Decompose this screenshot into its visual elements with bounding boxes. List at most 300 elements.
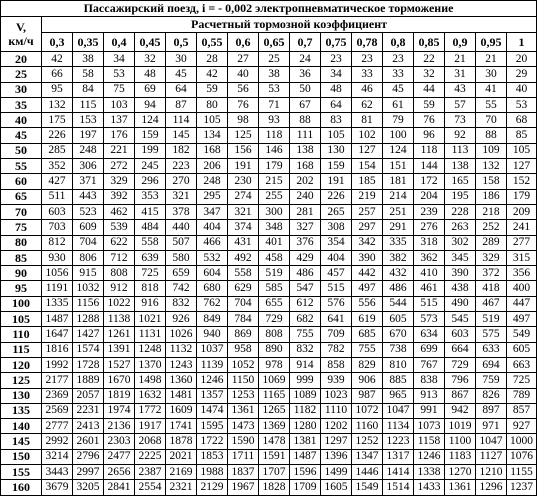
table-row (1, 419, 537, 434)
distance-cell: 40 (228, 67, 259, 82)
distance-cell: 1837 (228, 465, 259, 480)
distance-cell: 53 (507, 97, 537, 112)
distance-cell: 2569 (42, 403, 73, 418)
distance-cell: 1270 (445, 465, 476, 480)
table-row (1, 312, 537, 327)
distance-cell: 53 (259, 82, 290, 97)
distance-cell: 486 (383, 281, 414, 296)
distance-cell: 45 (383, 82, 414, 97)
distance-cell: 390 (445, 266, 476, 281)
distance-cell: 523 (73, 204, 104, 219)
distance-cell: 664 (445, 342, 476, 357)
distance-cell: 88 (290, 113, 321, 128)
distance-cell: 382 (383, 250, 414, 265)
distance-cell: 1549 (352, 480, 383, 495)
table-row (1, 342, 537, 357)
distance-cell: 145 (166, 128, 197, 143)
distance-cell: 2136 (104, 419, 135, 434)
distance-cell: 605 (383, 312, 414, 327)
distance-cell: 274 (228, 189, 259, 204)
table-row (1, 67, 537, 82)
speed-cell: 140 (1, 419, 42, 434)
distance-cell: 124 (383, 143, 414, 158)
distance-cell: 296 (135, 174, 166, 189)
distance-cell: 438 (445, 281, 476, 296)
distance-cell: 712 (104, 250, 135, 265)
distance-cell: 67 (290, 97, 321, 112)
distance-cell: 1816 (42, 342, 73, 357)
table-row (1, 465, 537, 480)
distance-cell: 1076 (507, 449, 537, 464)
distance-cell: 544 (383, 296, 414, 311)
distance-cell: 64 (166, 82, 197, 97)
distance-cell: 2231 (73, 403, 104, 418)
coefficient-group-header: Расчетный тормозной коэффициент (42, 17, 537, 33)
distance-cell: 1000 (507, 434, 537, 449)
speed-cell: 90 (1, 266, 42, 281)
distance-cell: 195 (445, 189, 476, 204)
distance-cell: 43 (445, 82, 476, 97)
distance-cell: 1280 (290, 419, 321, 434)
distance-cell: 179 (507, 189, 537, 204)
distance-cell: 1139 (197, 357, 228, 372)
table-row (1, 373, 537, 388)
distance-cell: 158 (476, 174, 507, 189)
distance-cell: 1297 (321, 434, 352, 449)
distance-cell: 659 (166, 266, 197, 281)
distance-cell: 1574 (73, 342, 104, 357)
coefficient-header-cell: 0,7 (290, 33, 321, 52)
distance-cell: 265 (321, 204, 352, 219)
distance-cell: 1253 (228, 388, 259, 403)
distance-cell: 371 (73, 174, 104, 189)
distance-cell: 897 (476, 403, 507, 418)
distance-cell: 759 (476, 373, 507, 388)
distance-cell: 348 (259, 220, 290, 235)
distance-cell: 92 (445, 128, 476, 143)
distance-cell: 1853 (197, 449, 228, 464)
distance-cell: 782 (321, 342, 352, 357)
distance-cell: 806 (73, 250, 104, 265)
coefficient-header-cell: 0,35 (73, 33, 104, 52)
distance-cell: 376 (290, 235, 321, 250)
distance-cell: 1246 (414, 449, 445, 464)
speed-cell: 105 (1, 312, 42, 327)
distance-cell: 639 (135, 250, 166, 265)
distance-cell: 105 (321, 128, 352, 143)
distance-cell: 404 (321, 250, 352, 265)
distance-cell: 1478 (259, 434, 290, 449)
distance-cell: 172 (414, 174, 445, 189)
distance-cell: 400 (507, 281, 537, 296)
distance-cell: 168 (290, 159, 321, 174)
distance-cell: 327 (290, 220, 321, 235)
distance-cell: 1481 (166, 388, 197, 403)
distance-cell: 1433 (414, 480, 445, 495)
distance-cell: 867 (445, 388, 476, 403)
table-row (1, 113, 537, 128)
distance-cell: 285 (42, 143, 73, 158)
distance-cell: 2068 (135, 434, 166, 449)
distance-cell: 30 (166, 52, 197, 67)
distance-cell: 248 (197, 174, 228, 189)
distance-cell: 57 (445, 97, 476, 112)
distance-cell: 354 (321, 235, 352, 250)
distance-cell: 156 (228, 143, 259, 158)
speed-cell: 20 (1, 52, 42, 67)
distance-cell: 1138 (104, 312, 135, 327)
distance-cell: 239 (414, 204, 445, 219)
distance-cell: 942 (445, 403, 476, 418)
distance-cell: 458 (259, 250, 290, 265)
distance-cell: 68 (507, 113, 537, 128)
distance-cell: 755 (352, 342, 383, 357)
distance-cell: 1056 (42, 266, 73, 281)
distance-cell: 199 (135, 143, 166, 158)
distance-cell: 372 (476, 266, 507, 281)
distance-cell: 44 (414, 82, 445, 97)
distance-cell: 1499 (321, 465, 352, 480)
distance-cell: 182 (166, 143, 197, 158)
distance-cell: 95 (42, 82, 73, 97)
distance-cell: 3214 (42, 449, 73, 464)
distance-cell: 109 (476, 143, 507, 158)
distance-cell: 663 (507, 357, 537, 372)
distance-cell: 2021 (166, 449, 197, 464)
distance-cell: 1595 (197, 419, 228, 434)
distance-cell: 318 (414, 235, 445, 250)
distance-cell: 3443 (42, 465, 73, 480)
table-row (1, 220, 537, 235)
distance-cell: 738 (383, 342, 414, 357)
coefficient-header-row (1, 33, 537, 52)
coefficient-header-cell: 0,8 (383, 33, 414, 52)
distance-cell: 64 (321, 97, 352, 112)
distance-cell: 38 (73, 52, 104, 67)
distance-cell: 88 (476, 128, 507, 143)
distance-cell: 79 (383, 113, 414, 128)
table-row (1, 82, 537, 97)
speed-cell: 35 (1, 97, 42, 112)
distance-cell: 1728 (73, 357, 104, 372)
distance-cell: 704 (73, 235, 104, 250)
distance-cell: 1396 (321, 449, 352, 464)
distance-cell: 1596 (290, 465, 321, 480)
distance-cell: 347 (197, 204, 228, 219)
speed-cell: 75 (1, 220, 42, 235)
distance-cell: 308 (321, 220, 352, 235)
distance-cell: 390 (352, 250, 383, 265)
distance-cell: 916 (135, 296, 166, 311)
table-row (1, 266, 537, 281)
distance-cell: 118 (414, 143, 445, 158)
distance-cell: 1182 (290, 403, 321, 418)
distance-cell: 33 (352, 67, 383, 82)
distance-cell: 30 (476, 67, 507, 82)
distance-cell: 3205 (73, 480, 104, 495)
distance-cell: 1381 (290, 434, 321, 449)
speed-cell: 25 (1, 67, 42, 82)
distance-cell: 29 (507, 67, 537, 82)
distance-cell: 42 (197, 67, 228, 82)
distance-cell: 127 (352, 143, 383, 158)
distance-cell: 2777 (42, 419, 73, 434)
distance-cell: 105 (197, 113, 228, 128)
coefficient-header-cell: 0,9 (445, 33, 476, 52)
distance-cell: 725 (135, 266, 166, 281)
distance-cell: 1391 (104, 342, 135, 357)
coefficient-header-cell: 0,45 (135, 33, 166, 52)
distance-cell: 73 (445, 113, 476, 128)
distance-cell: 226 (321, 189, 352, 204)
distance-cell: 362 (414, 250, 445, 265)
distance-cell: 466 (197, 235, 228, 250)
distance-cell: 670 (383, 327, 414, 342)
distance-cell: 34 (321, 67, 352, 82)
distance-cell: 84 (73, 82, 104, 97)
table-row (1, 434, 537, 449)
distance-cell: 796 (445, 373, 476, 388)
distance-cell: 2477 (104, 449, 135, 464)
distance-cell: 585 (259, 281, 290, 296)
distance-cell: 115 (73, 97, 104, 112)
distance-cell: 342 (352, 235, 383, 250)
distance-cell: 255 (259, 189, 290, 204)
distance-cell: 302 (445, 235, 476, 250)
speed-cell: 115 (1, 342, 42, 357)
distance-cell: 915 (73, 266, 104, 281)
speed-cell: 100 (1, 296, 42, 311)
distance-cell: 1647 (42, 327, 73, 342)
distance-cell: 168 (197, 143, 228, 158)
distance-cell: 991 (414, 403, 445, 418)
distance-cell: 978 (259, 357, 290, 372)
distance-cell: 228 (445, 204, 476, 219)
distance-cell: 134 (197, 128, 228, 143)
distance-cell: 1261 (104, 327, 135, 342)
distance-cell: 429 (290, 250, 321, 265)
distance-cell: 185 (352, 174, 383, 189)
distance-cell: 21 (445, 52, 476, 67)
distance-cell: 927 (507, 419, 537, 434)
distance-cell: 276 (414, 220, 445, 235)
distance-cell: 81 (352, 113, 383, 128)
distance-cell: 59 (414, 97, 445, 112)
distance-cell: 443 (73, 189, 104, 204)
distance-cell: 808 (259, 327, 290, 342)
distance-cell: 682 (290, 312, 321, 327)
distance-cell: 28 (197, 52, 228, 67)
distance-cell: 55 (476, 97, 507, 112)
distance-cell: 22 (414, 52, 445, 67)
distance-cell: 281 (290, 204, 321, 219)
distance-cell: 257 (352, 204, 383, 219)
distance-cell: 519 (259, 266, 290, 281)
coefficient-header-cell: 1 (507, 33, 537, 52)
distance-cell: 241 (507, 220, 537, 235)
coefficient-header-cell: 0,75 (321, 33, 352, 52)
distance-cell: 1021 (135, 312, 166, 327)
distance-cell: 1110 (321, 403, 352, 418)
distance-cell: 603 (445, 327, 476, 342)
distance-cell: 69 (135, 82, 166, 97)
distance-cell: 958 (228, 342, 259, 357)
distance-cell: 1237 (507, 480, 537, 495)
distance-cell: 1183 (445, 449, 476, 464)
distance-cell: 392 (104, 189, 135, 204)
distance-cell: 515 (414, 296, 445, 311)
distance-cell: 1073 (414, 419, 445, 434)
distance-cell: 24 (290, 52, 321, 67)
distance-cell: 124 (135, 113, 166, 128)
distance-cell: 1473 (228, 419, 259, 434)
distance-cell: 102 (352, 128, 383, 143)
distance-cell: 61 (383, 97, 414, 112)
distance-cell: 70 (476, 113, 507, 128)
distance-cell: 118 (259, 128, 290, 143)
distance-cell: 457 (321, 266, 352, 281)
distance-cell: 1828 (259, 480, 290, 495)
distance-cell: 849 (197, 312, 228, 327)
distance-cell: 580 (166, 250, 197, 265)
speed-cell: 135 (1, 403, 42, 418)
speed-cell: 125 (1, 373, 42, 388)
distance-cell: 1100 (445, 434, 476, 449)
distance-cell: 127 (507, 159, 537, 174)
coefficient-header-cell: 0,95 (476, 33, 507, 52)
distance-cell: 248 (73, 143, 104, 158)
distance-cell: 3679 (42, 480, 73, 495)
distance-cell: 573 (414, 312, 445, 327)
table-body (1, 52, 537, 496)
distance-cell: 1527 (104, 357, 135, 372)
coefficient-header-cell: 0,4 (104, 33, 135, 52)
distance-cell: 1150 (228, 373, 259, 388)
distance-cell: 2413 (73, 419, 104, 434)
distance-cell: 633 (476, 342, 507, 357)
distance-cell: 2369 (42, 388, 73, 403)
speed-header-unit: км/ч (8, 34, 34, 48)
distance-cell: 321 (228, 204, 259, 219)
distance-cell: 497 (352, 281, 383, 296)
speed-cell: 70 (1, 204, 42, 219)
distance-cell: 202 (290, 174, 321, 189)
speed-cell: 160 (1, 480, 42, 495)
distance-cell: 1487 (42, 312, 73, 327)
distance-cell: 1414 (383, 465, 414, 480)
distance-cell: 2992 (42, 434, 73, 449)
distance-cell: 1819 (104, 388, 135, 403)
distance-cell: 71 (259, 97, 290, 112)
distance-cell: 971 (476, 419, 507, 434)
distance-cell: 191 (228, 159, 259, 174)
distance-cell: 295 (197, 189, 228, 204)
distance-cell: 1158 (414, 434, 445, 449)
distance-cell: 1069 (259, 373, 290, 388)
distance-cell: 1707 (259, 465, 290, 480)
distance-cell: 1052 (228, 357, 259, 372)
distance-cell: 1296 (476, 480, 507, 495)
distance-cell: 486 (290, 266, 321, 281)
distance-cell: 890 (259, 342, 290, 357)
distance-cell: 159 (321, 159, 352, 174)
table-row (1, 388, 537, 403)
distance-cell: 685 (352, 327, 383, 342)
table-row (1, 174, 537, 189)
speed-cell: 95 (1, 281, 42, 296)
distance-cell: 176 (104, 128, 135, 143)
distance-cell: 725 (507, 373, 537, 388)
speed-cell: 85 (1, 250, 42, 265)
distance-cell: 98 (228, 113, 259, 128)
distance-cell: 329 (104, 174, 135, 189)
distance-cell: 1446 (352, 465, 383, 480)
distance-cell: 152 (507, 174, 537, 189)
distance-cell: 415 (135, 204, 166, 219)
distance-cell: 869 (228, 327, 259, 342)
distance-cell: 159 (135, 128, 166, 143)
distance-cell: 1992 (42, 357, 73, 372)
distance-cell: 352 (42, 159, 73, 174)
distance-cell: 558 (135, 235, 166, 250)
distance-cell: 556 (352, 296, 383, 311)
distance-cell: 2387 (135, 465, 166, 480)
table-row (1, 159, 537, 174)
distance-cell: 1514 (383, 480, 414, 495)
distance-cell: 912 (104, 281, 135, 296)
distance-cell: 46 (352, 82, 383, 97)
distance-cell: 1889 (73, 373, 104, 388)
distance-cell: 709 (321, 327, 352, 342)
distance-cell: 1709 (290, 480, 321, 495)
distance-cell: 490 (445, 296, 476, 311)
speed-cell: 150 (1, 449, 42, 464)
distance-cell: 356 (507, 266, 537, 281)
distance-cell: 1032 (73, 281, 104, 296)
distance-cell: 2169 (166, 465, 197, 480)
distance-cell: 263 (445, 220, 476, 235)
distance-cell: 767 (414, 357, 445, 372)
distance-cell: 1427 (73, 327, 104, 342)
distance-cell: 76 (228, 97, 259, 112)
distance-cell: 335 (383, 235, 414, 250)
table-row (1, 281, 537, 296)
distance-cell: 165 (445, 174, 476, 189)
distance-cell: 1019 (445, 419, 476, 434)
distance-cell: 519 (476, 312, 507, 327)
distance-cell: 1741 (166, 419, 197, 434)
table-row (1, 97, 537, 112)
distance-cell: 427 (42, 174, 73, 189)
distance-cell: 23 (383, 52, 414, 67)
table-row (1, 296, 537, 311)
distance-cell: 56 (228, 82, 259, 97)
distance-cell: 634 (414, 327, 445, 342)
coefficient-header-cell: 0,5 (166, 33, 197, 52)
distance-cell: 59 (197, 82, 228, 97)
distance-cell: 699 (414, 342, 445, 357)
distance-cell: 2656 (104, 465, 135, 480)
distance-cell: 507 (166, 235, 197, 250)
coefficient-header-cell: 0,55 (197, 33, 228, 52)
distance-cell: 729 (259, 312, 290, 327)
distance-cell: 80 (197, 97, 228, 112)
distance-cell: 306 (73, 159, 104, 174)
distance-cell: 31 (445, 67, 476, 82)
distance-cell: 125 (228, 128, 259, 143)
distance-cell: 245 (135, 159, 166, 174)
distance-cell: 532 (197, 250, 228, 265)
